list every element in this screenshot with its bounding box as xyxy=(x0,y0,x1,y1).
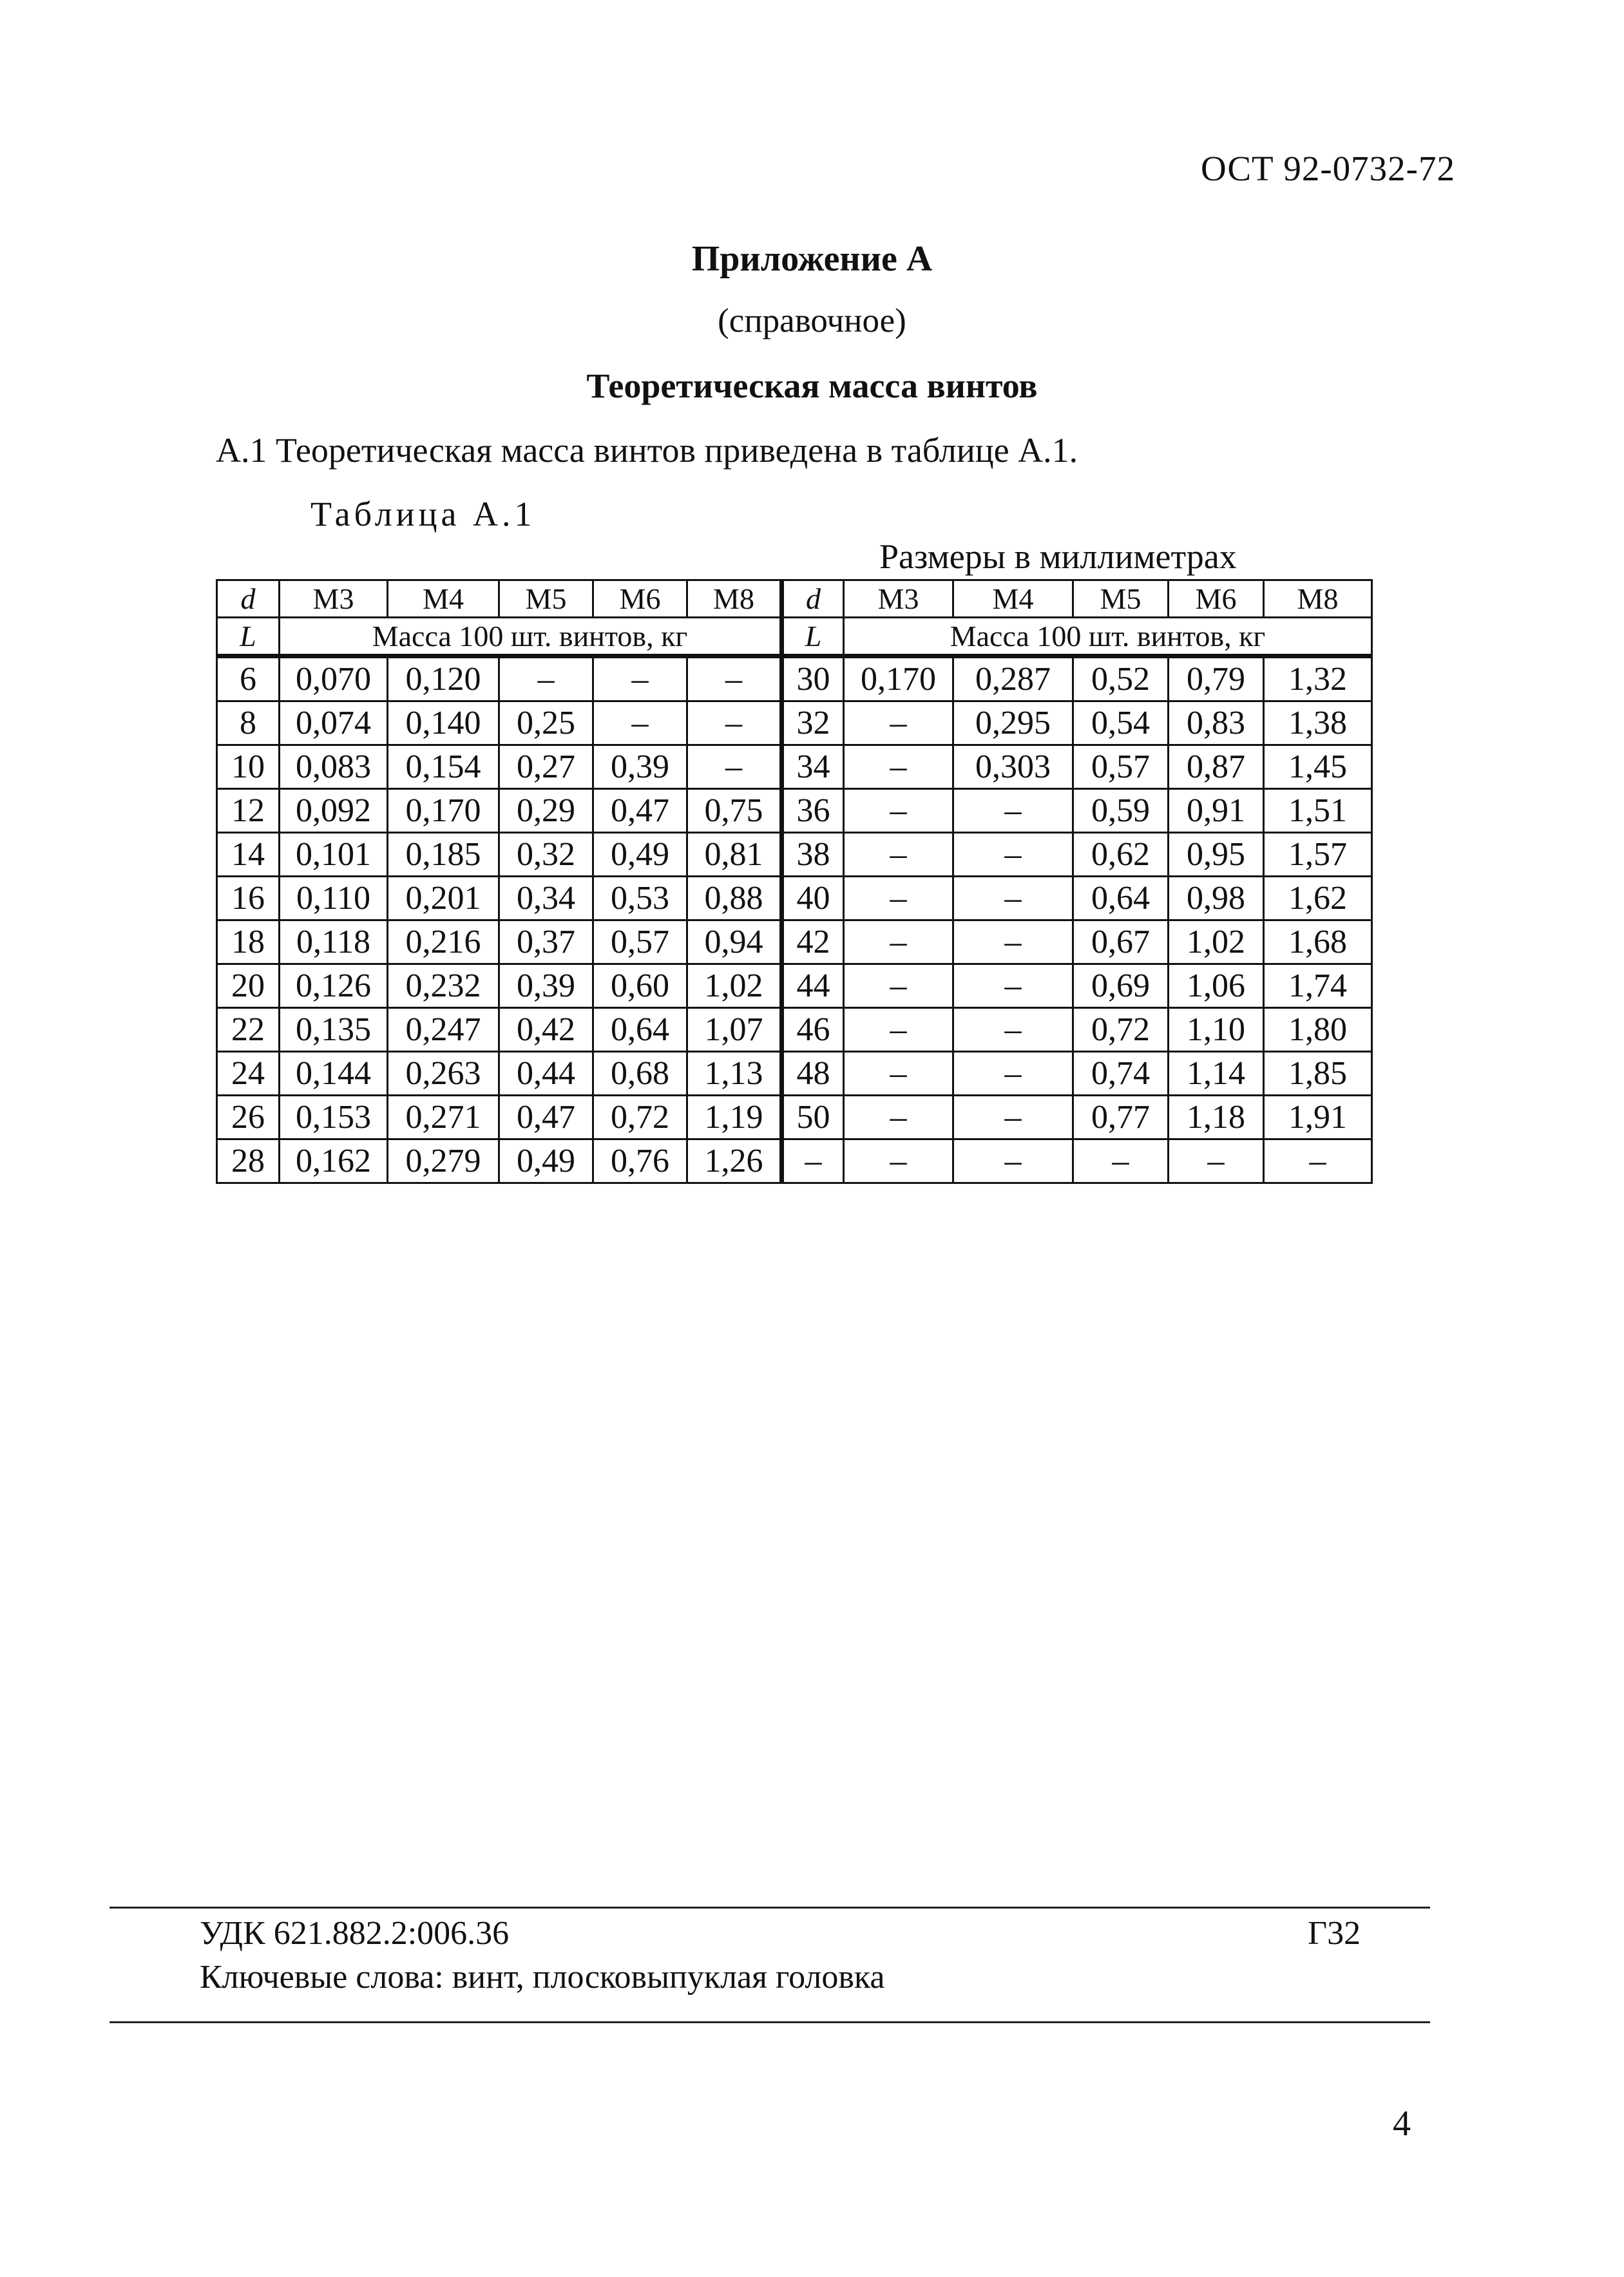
table-cell: – xyxy=(953,964,1073,1008)
table-cell: – xyxy=(953,1139,1073,1183)
table-cell: 0,271 xyxy=(388,1096,499,1139)
table-cell: 0,44 xyxy=(499,1052,593,1096)
table-header-mass xyxy=(217,618,1372,656)
table-cell: 0,118 xyxy=(280,920,388,964)
table-cell: 0,62 xyxy=(1073,833,1169,877)
table-cell: 0,232 xyxy=(388,964,499,1008)
table-cell: 1,02 xyxy=(687,964,782,1008)
table-cell: 34 xyxy=(782,745,844,789)
table-cell: 0,201 xyxy=(388,877,499,920)
table-cell: – xyxy=(953,1008,1073,1052)
table-cell: 1,45 xyxy=(1264,745,1372,789)
table-cell: – xyxy=(687,656,782,701)
table-cell: 0,263 xyxy=(388,1052,499,1096)
table-row xyxy=(217,1139,1372,1183)
intro-paragraph: А.1 Теоретическая масса винтов приведена в таблице А.1. xyxy=(216,431,1078,470)
table-cell: 0,72 xyxy=(1073,1008,1169,1052)
table-cell: 12 xyxy=(217,789,280,833)
table-cell: – xyxy=(844,745,953,789)
table-cell: 0,126 xyxy=(280,964,388,1008)
table-cell: – xyxy=(1169,1139,1264,1183)
table-cell: 1,80 xyxy=(1264,1008,1372,1052)
table-cell: – xyxy=(844,1052,953,1096)
table-cell: 0,67 xyxy=(1073,920,1169,964)
footer-rule-bottom xyxy=(110,2021,1430,2023)
table-cell: 0,52 xyxy=(1073,656,1169,701)
table-row xyxy=(217,745,1372,789)
table-cell: 40 xyxy=(782,877,844,920)
table-cell: 0,88 xyxy=(687,877,782,920)
table-cell: 36 xyxy=(782,789,844,833)
table-cell: 0,185 xyxy=(388,833,499,877)
table-cell: 0,72 xyxy=(593,1096,687,1139)
table-cell: 0,162 xyxy=(280,1139,388,1183)
table-cell: 0,79 xyxy=(1169,656,1264,701)
table-cell: 1,91 xyxy=(1264,1096,1372,1139)
table-cell: 0,47 xyxy=(593,789,687,833)
table-cell: – xyxy=(844,1008,953,1052)
table-cell: 0,64 xyxy=(593,1008,687,1052)
table-cell: – xyxy=(953,1052,1073,1096)
table-cell: 0,144 xyxy=(280,1052,388,1096)
table-cell: 16 xyxy=(217,877,280,920)
table-cell: 0,140 xyxy=(388,701,499,745)
table-cell: 0,81 xyxy=(687,833,782,877)
table-cell: – xyxy=(593,701,687,745)
table-cell: – xyxy=(953,920,1073,964)
table-cell: 0,170 xyxy=(844,656,953,701)
table-cell: – xyxy=(844,877,953,920)
table-cell: 0,59 xyxy=(1073,789,1169,833)
table-cell: 0,39 xyxy=(593,745,687,789)
table-cell: 18 xyxy=(217,920,280,964)
table-cell: 1,06 xyxy=(1169,964,1264,1008)
table-row xyxy=(217,1052,1372,1096)
table-cell: 0,68 xyxy=(593,1052,687,1096)
appendix-heading: Теоретическая масса винтов xyxy=(586,367,1038,405)
table-cell: 0,57 xyxy=(593,920,687,964)
table-cell: 0,54 xyxy=(1073,701,1169,745)
table-cell: – xyxy=(953,833,1073,877)
table-cell: 0,29 xyxy=(499,789,593,833)
table-cell: 0,95 xyxy=(1169,833,1264,877)
table-cell: – xyxy=(782,1139,844,1183)
table-cell: 0,287 xyxy=(953,656,1073,701)
table-cell: 1,68 xyxy=(1264,920,1372,964)
table-cell: 0,83 xyxy=(1169,701,1264,745)
table-cell: 1,57 xyxy=(1264,833,1372,877)
table-cell: – xyxy=(844,964,953,1008)
appendix-subtitle: (справочное) xyxy=(718,302,906,339)
footer-rule-top xyxy=(110,1907,1430,1909)
table-cell: 0,42 xyxy=(499,1008,593,1052)
table-units-note: Размеры в миллиметрах xyxy=(879,537,1237,576)
table-cell: 0,070 xyxy=(280,656,388,701)
header-size-m5-right: М5 xyxy=(1073,580,1169,618)
table-caption: Таблица А.1 xyxy=(310,495,536,533)
table-cell: 0,27 xyxy=(499,745,593,789)
table-cell: 1,51 xyxy=(1264,789,1372,833)
table-cell: 1,02 xyxy=(1169,920,1264,964)
table-cell: 0,216 xyxy=(388,920,499,964)
table-cell: 0,77 xyxy=(1073,1096,1169,1139)
table-cell: – xyxy=(687,701,782,745)
table-cell: – xyxy=(844,1139,953,1183)
table-cell: 14 xyxy=(217,833,280,877)
table-header-sizes xyxy=(217,580,1372,618)
table-cell: – xyxy=(1073,1139,1169,1183)
table-cell: 0,092 xyxy=(280,789,388,833)
table-cell: 0,154 xyxy=(388,745,499,789)
table-cell: – xyxy=(844,833,953,877)
table-cell: 10 xyxy=(217,745,280,789)
table-cell: 0,247 xyxy=(388,1008,499,1052)
table-cell: 1,07 xyxy=(687,1008,782,1052)
table-row xyxy=(217,877,1372,920)
table-cell: – xyxy=(953,789,1073,833)
table-cell: 0,53 xyxy=(593,877,687,920)
table-cell: 0,60 xyxy=(593,964,687,1008)
document-code: ОСТ 92-0732-72 xyxy=(1200,149,1455,188)
header-size-m8-left: М8 xyxy=(687,580,782,618)
table-cell: – xyxy=(687,745,782,789)
table-cell: 0,279 xyxy=(388,1139,499,1183)
header-size-m8-right: М8 xyxy=(1264,580,1372,618)
table-cell: 28 xyxy=(217,1139,280,1183)
table-cell: 32 xyxy=(782,701,844,745)
table-cell: 0,153 xyxy=(280,1096,388,1139)
table-cell: 38 xyxy=(782,833,844,877)
table-cell: 1,19 xyxy=(687,1096,782,1139)
table-cell: 0,303 xyxy=(953,745,1073,789)
table-cell: 20 xyxy=(217,964,280,1008)
table-cell: 0,074 xyxy=(280,701,388,745)
group-code: Г32 xyxy=(1308,1915,1361,1952)
table-cell: 0,76 xyxy=(593,1139,687,1183)
table-cell: – xyxy=(844,1096,953,1139)
table-cell: 0,39 xyxy=(499,964,593,1008)
table-cell: 6 xyxy=(217,656,280,701)
table-cell: 1,18 xyxy=(1169,1096,1264,1139)
table-cell: – xyxy=(844,920,953,964)
header-mass-left: Масса 100 шт. винтов, кг xyxy=(280,618,782,656)
table-cell: 1,85 xyxy=(1264,1052,1372,1096)
table-cell: 1,10 xyxy=(1169,1008,1264,1052)
table-cell: 0,75 xyxy=(687,789,782,833)
header-size-m5-left: М5 xyxy=(499,580,593,618)
table-cell: 48 xyxy=(782,1052,844,1096)
table-cell: 0,94 xyxy=(687,920,782,964)
table-row xyxy=(217,920,1372,964)
table-cell: 1,74 xyxy=(1264,964,1372,1008)
appendix-title: Приложение А xyxy=(691,239,933,279)
table-cell: – xyxy=(593,656,687,701)
table-cell: – xyxy=(844,789,953,833)
table-cell: 0,49 xyxy=(593,833,687,877)
table-cell: – xyxy=(953,1096,1073,1139)
table-row xyxy=(217,789,1372,833)
header-size-m6-right: М6 xyxy=(1169,580,1264,618)
page-number: 4 xyxy=(1393,2104,1411,2144)
table-cell: 0,25 xyxy=(499,701,593,745)
udk-code: УДК 621.882.2:006.36 xyxy=(200,1915,510,1952)
keywords-line: Ключевые слова: винт, плосковыпуклая головка xyxy=(200,1959,885,1996)
header-d-right: d xyxy=(782,580,844,618)
table-cell: 24 xyxy=(217,1052,280,1096)
screw-mass-table xyxy=(216,579,1373,1184)
table-cell: 30 xyxy=(782,656,844,701)
table-cell: 0,98 xyxy=(1169,877,1264,920)
header-l-left: L xyxy=(217,618,280,656)
header-size-m3-left: М3 xyxy=(280,580,388,618)
table-cell: 1,13 xyxy=(687,1052,782,1096)
header-size-m4-right: М4 xyxy=(953,580,1073,618)
table-cell: 22 xyxy=(217,1008,280,1052)
table-cell: 50 xyxy=(782,1096,844,1139)
table-cell: 0,87 xyxy=(1169,745,1264,789)
table-cell: 0,120 xyxy=(388,656,499,701)
table-cell: 1,62 xyxy=(1264,877,1372,920)
table-cell: 0,170 xyxy=(388,789,499,833)
table-cell: 0,32 xyxy=(499,833,593,877)
header-l-right: L xyxy=(782,618,844,656)
table-row xyxy=(217,701,1372,745)
table-cell: 0,47 xyxy=(499,1096,593,1139)
table-cell: 46 xyxy=(782,1008,844,1052)
header-size-m3-right: М3 xyxy=(844,580,953,618)
table-row xyxy=(217,1096,1372,1139)
table-cell: – xyxy=(1264,1139,1372,1183)
table-cell: 0,37 xyxy=(499,920,593,964)
header-size-m6-left: М6 xyxy=(593,580,687,618)
table-cell: 0,69 xyxy=(1073,964,1169,1008)
table-cell: 26 xyxy=(217,1096,280,1139)
table-cell: 0,295 xyxy=(953,701,1073,745)
table-cell: 1,26 xyxy=(687,1139,782,1183)
header-mass-right: Масса 100 шт. винтов, кг xyxy=(844,618,1372,656)
table-cell: 1,38 xyxy=(1264,701,1372,745)
table-row xyxy=(217,1008,1372,1052)
table-cell: – xyxy=(953,877,1073,920)
table-cell: 0,64 xyxy=(1073,877,1169,920)
table-cell: 0,49 xyxy=(499,1139,593,1183)
table-cell: 0,91 xyxy=(1169,789,1264,833)
table-cell: 0,74 xyxy=(1073,1052,1169,1096)
table-cell: 1,14 xyxy=(1169,1052,1264,1096)
table-row xyxy=(217,833,1372,877)
header-d-left: d xyxy=(217,580,280,618)
table-cell: 0,083 xyxy=(280,745,388,789)
table-cell: 0,57 xyxy=(1073,745,1169,789)
table-row xyxy=(217,656,1372,701)
header-size-m4-left: М4 xyxy=(388,580,499,618)
table-cell: – xyxy=(844,701,953,745)
table-cell: – xyxy=(499,656,593,701)
table-row xyxy=(217,964,1372,1008)
table-cell: 0,110 xyxy=(280,877,388,920)
table-cell: 1,32 xyxy=(1264,656,1372,701)
table-cell: 0,101 xyxy=(280,833,388,877)
table-cell: 0,34 xyxy=(499,877,593,920)
table-cell: 44 xyxy=(782,964,844,1008)
table-cell: 0,135 xyxy=(280,1008,388,1052)
table-cell: 8 xyxy=(217,701,280,745)
table-body xyxy=(217,656,1372,1183)
table-cell: 42 xyxy=(782,920,844,964)
